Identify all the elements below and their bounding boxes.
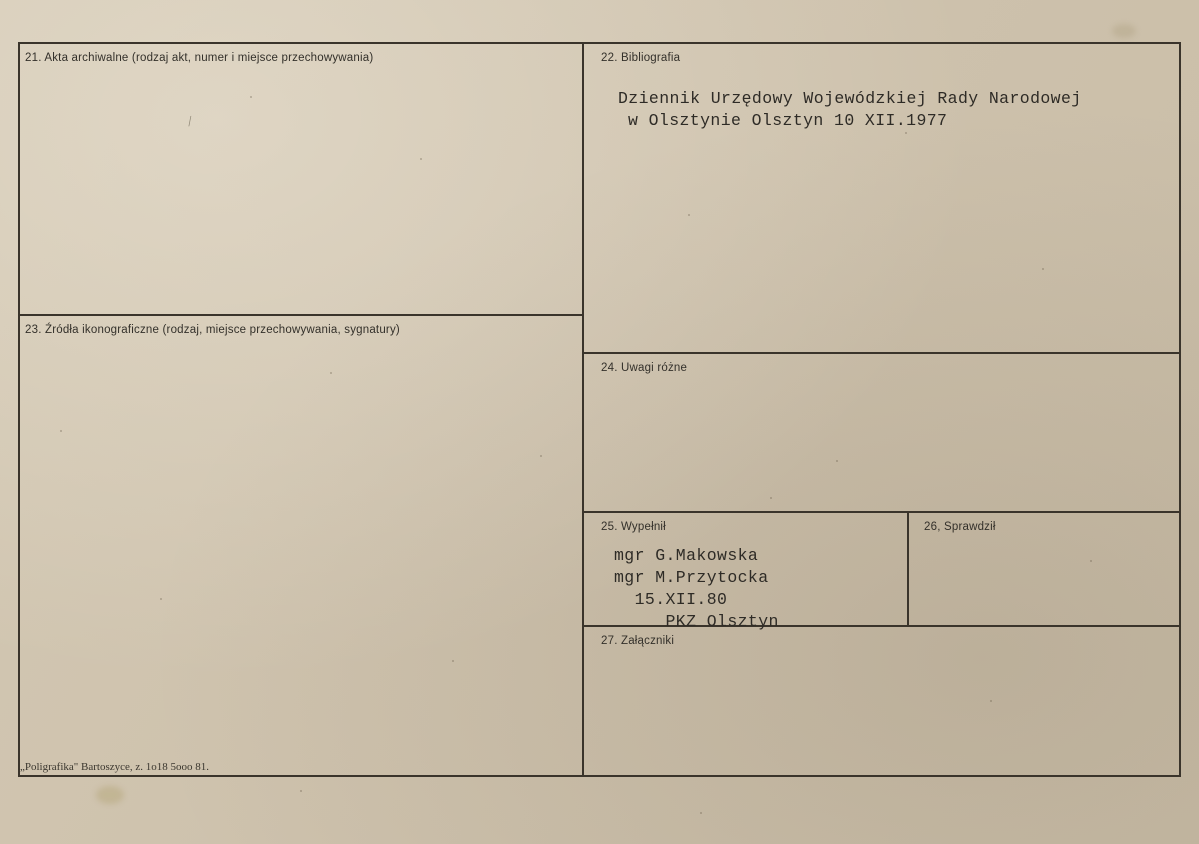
paper-stain — [1112, 24, 1136, 38]
rule-right — [1179, 42, 1181, 775]
pencil-mark: / — [186, 113, 194, 131]
field-25-content-line-2: mgr M.Przytocka — [614, 568, 769, 587]
field-25-content-line-4: PKZ Olsztyn — [614, 612, 779, 631]
field-25-content-line-3: 15.XII.80 — [614, 590, 728, 609]
printer-imprint: „Poligrafika" Bartoszyce, z. 1o18 5ooo 81. — [20, 761, 209, 773]
form-grid — [18, 42, 1181, 775]
paper-stain — [96, 786, 124, 804]
field-23-label: 23. Źródła ikonograficzne (rodzaj, miejsce przechowywania, sygnatury) — [25, 324, 400, 336]
rule-21-23 — [18, 314, 582, 316]
field-27-label: 27. Załączniki — [601, 635, 675, 647]
rule-25-26-split — [907, 511, 909, 625]
field-25-content-line-1: mgr G.Makowska — [614, 546, 759, 565]
rule-24-25 — [582, 511, 1181, 513]
rule-bottom — [18, 775, 1181, 777]
field-21-label: 21. Akta archiwalne (rodzaj akt, numer i miejsce przechowywania) — [25, 52, 374, 64]
field-22-content-line-1: Dziennik Urzędowy Wojewódzkiej Rady Narodowej — [618, 89, 1082, 108]
field-26-label: 26, Sprawdził — [924, 521, 996, 533]
rule-left — [18, 42, 20, 775]
paper-speck — [300, 790, 302, 792]
field-24-label: 24. Uwagi różne — [601, 362, 688, 374]
field-22-label: 22. Bibliografia — [601, 52, 681, 64]
paper-speck — [700, 812, 702, 814]
rule-column-split — [582, 42, 584, 775]
field-22-content-line-2: w Olsztynie Olsztyn 10 XII.1977 — [628, 111, 948, 130]
rule-top — [18, 42, 1181, 44]
field-25-label: 25. Wypełnił — [601, 521, 666, 533]
rule-22-24 — [582, 352, 1181, 354]
